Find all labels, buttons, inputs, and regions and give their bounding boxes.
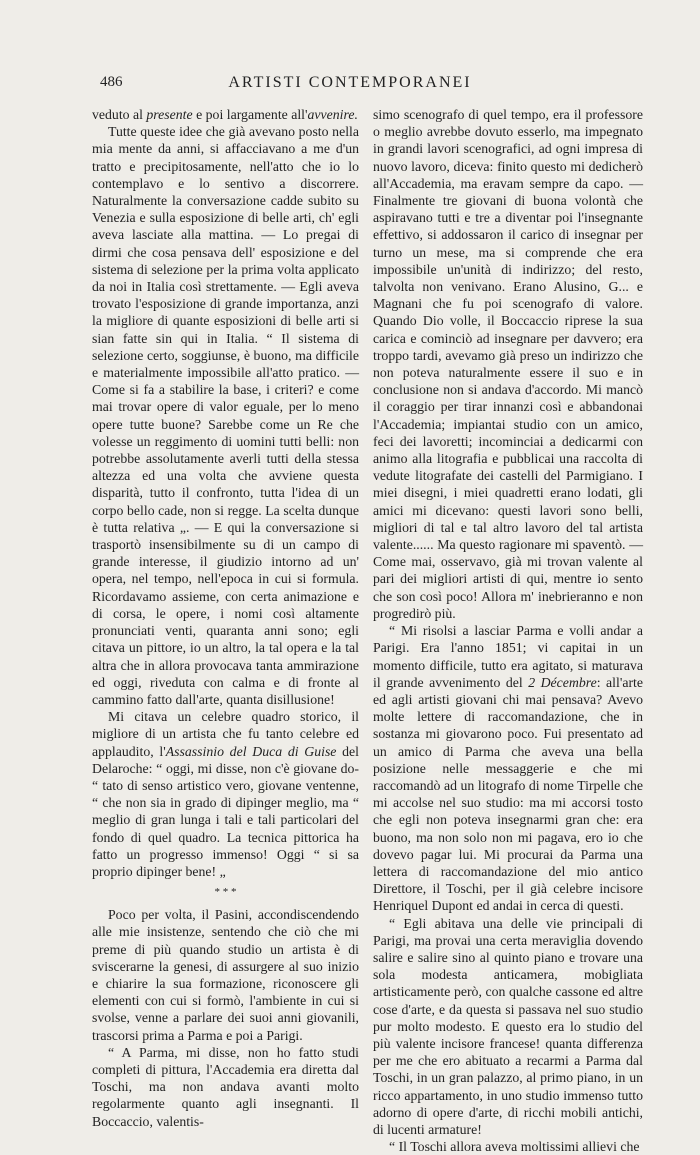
text-run: del Delaroche: “ oggi, mi disse, non c'è giovane do- “ tato di senso artistico vero, giovane ventenne, “ che non sia in grado di dipinger meglio, ma “ meglio di gran lunga i tali e tali particolari del fondo di quel quadro. La tecnica pittorica ha fatto un progresso immenso! Oggi “ si sa proprio dipinger bene! „	[92, 743, 359, 879]
italic-text: avvenire.	[307, 107, 358, 122]
paragraph: “ A Parma, mi disse, non ho fatto studi completi di pittura, l'Accademia era diretta dal Toschi, ma non andava avanti molto regolarmente quanto agli insegnanti. Il Boccaccio, valentis-	[92, 1044, 359, 1129]
page-number: 486	[100, 74, 123, 90]
paragraph: Tutte queste idee che già avevano posto nella mia mente da anni, si affacciavano a me d'un tratto e precipitosamente, nell'atto che io lo contemplavo e lo sentivo a discorrere. Naturalmente la conversazione cadde subito su Venezia e sulla esposizione di belle arti, ch' egli aveva lasciate alla mattina. — Lo pregai di dirmi che cosa pensava dell' esposizione e del sistema di selezione per la prima volta applicato da noi in Italia così strettamente. — Egli aveva trovato l'esposizione di grande importanza, anzi la migliore di quante esposizioni di belle arti si sian fatte sin qui in Italia. “ Il sistema di selezione certo, soggiunse, è buono, ma difficile e materialmente impossibile all'atto pratico. — Come si fa a stabilire la base, i criteri? e come mai trovar opere di valor eguale, per lo meno opere tutte buone? Sarebbe come un Re che volesse un reggimento di uomini tutti belli: non potrebbe assolutamente averli tutti della stessa altezza ed una volta che avviene questa disparità, tutto il confronto, tutta l'idea di un corpo bello cade, non si regge. La scelta dunque è tutta relativa „. — E qui la conversazione si trasportò insensibilmente su di un campo di grande interesse, il giudizio intorno ad un' opera, nel tempo, nell'epoca in cui si formula. Ricordavamo assieme, con certa animazione e di corsa, le opere, i nomi così altamente pronunciati venti, quaranta anni sono; egli citava un pittore, io un altro, la tal opera e la tal altra che in allora provocava tanta ammirazione ed oggi, riveduta con calma e di fronte al cammino fatto dall'arte, quanta disillusione!	[92, 124, 359, 707]
section-separator: * * *	[214, 886, 237, 899]
paragraph	[92, 106, 359, 123]
italic-text: 2 Décembre	[528, 674, 597, 690]
text-run: Mi citava un celebre quadro storico, il migliore di un artista che fu tanto celebre ed applaudito, l'	[92, 709, 359, 759]
running-head: ARTISTI CONTEMPORANEI	[228, 74, 472, 91]
italic-text: Assassinio del Duca di Guise	[165, 743, 337, 759]
paragraph: “ Il Toschi allora aveva moltissimi allievi che	[389, 1139, 640, 1155]
paragraph	[373, 622, 643, 914]
paragraph: “ Egli abitava una delle vie principali di Parigi, ma provai una certa meraviglia dovendo salire e salire sino al quinto piano e trovare una sola modesta anticamera, mobigliata artisticamente però, con qualche cassone ed altre cose d'arte, e da questa si passava nel suo studio pur molto modesto. E questo era lo studio del più valente incisore francese! quanta differenza per me che ero abituato a recarmi a Parma dal Toschi, in un gran palazzo, al primo piano, in un ricco appartamento, in uno studio immenso tutto adorno di opere d'arte, di ricchi mobili antichi, di lucenti armature!	[373, 915, 643, 1137]
text-run: “ Mi risolsi a lasciar Parma e volli andar a Parigi. Era l'anno 1851; vi capitai in un momento difficile, tutto era agitato, si maturava il grande avvenimento del	[373, 623, 643, 690]
paragraph	[92, 708, 359, 880]
paragraph: Poco per volta, il Pasini, accondiscendendo alle mie insistenze, sentendo che ciò che mi preme di più quando studio un artista è di sviscerarne la genesi, di assurgere al suo inizio e chiarire la sua formazione, riconoscere gli elementi con cui si formò, l'ambiente in cui si svolse, venne a parlare dei suoi anni giovanili, trascorsi prima a Parma e poi a Parigi.	[92, 907, 359, 1043]
italic-text: presente	[146, 107, 193, 122]
left-column	[92, 106, 359, 1130]
paragraph: simo scenografo di quel tempo, era il professore o meglio avrebbe dovuto esserlo, ma impegnato in grandi lavori scenografici, ad ogni impresa di nuovo lavoro, diceva: finito questo mi dedicherò all'Accademia, ma eravam sempre da capo. — Finalmente tre giovani di buona volontà che aspiravano tutti e tre a diventar poi l'insegnante effettivo, si addossaron il carico di insegnar per turno un mese, ma si comprende che era impossibile un'unità di indirizzo; del resto, talvolta non venivano. Erano Alusino, G... e Magnani che fu poi scenografo di valore. Quando Dio volle, il Boccaccio riprese la sua carica e cominciò ad insegnare per davvero; era troppo tardi, avevamo già preso un indirizzo che non poteva naturalmente essere il suo e in conclusione non si andava d'accordo. Mi mancò il coraggio per tirar innanzi così e abbandonai l'Accademia; impiantai studio con un amico, feci dei lavoretti; incominciai a dedicarmi con animo alla litografia e pubblicai una raccolta di vedute litografate dei castelli del Parmigiano. I miei disegni, i miei quadretti erano lodati, gli amici mi dicevano: questi lavori sono belli, migliori di tal e tal altro lavoro del tal artista valente...... Ma questo ragionare mi spaventò. — Come mai, osservavo, già mi trovan valente al pari dei migliori artisti di qui, mentre io sento che son così poco! Allora m' inebrieranno e non progredirò più.	[373, 107, 643, 621]
text-run: veduto al	[92, 107, 147, 122]
right-column	[373, 106, 643, 1155]
text-run: e poi largamente all'	[192, 107, 308, 122]
text-run: : all'arte ed agli artisti giovani chi mai pensava? Avevo molte lettere di raccomandazione, che in sostanza mi giovarono poco. Fui presentato ad un amico di Parma che aveva una bella posizione nelle messaggerie e che mi raccomandò ad un litografo di nome Tirpelle che mi accolse nel suo studio: ma mi accorsi tosto che egli non poteva insegnarmi gran che: era buono, ma non solo non mi pagava, ero io che dovevo pagar lui. Mi procurai da Parma una lettera di raccomandazione del mio antico Direttore, il Toschi, per il già celebre incisore Henriquel Dupont ed andai in cerca di questi.	[373, 674, 644, 914]
